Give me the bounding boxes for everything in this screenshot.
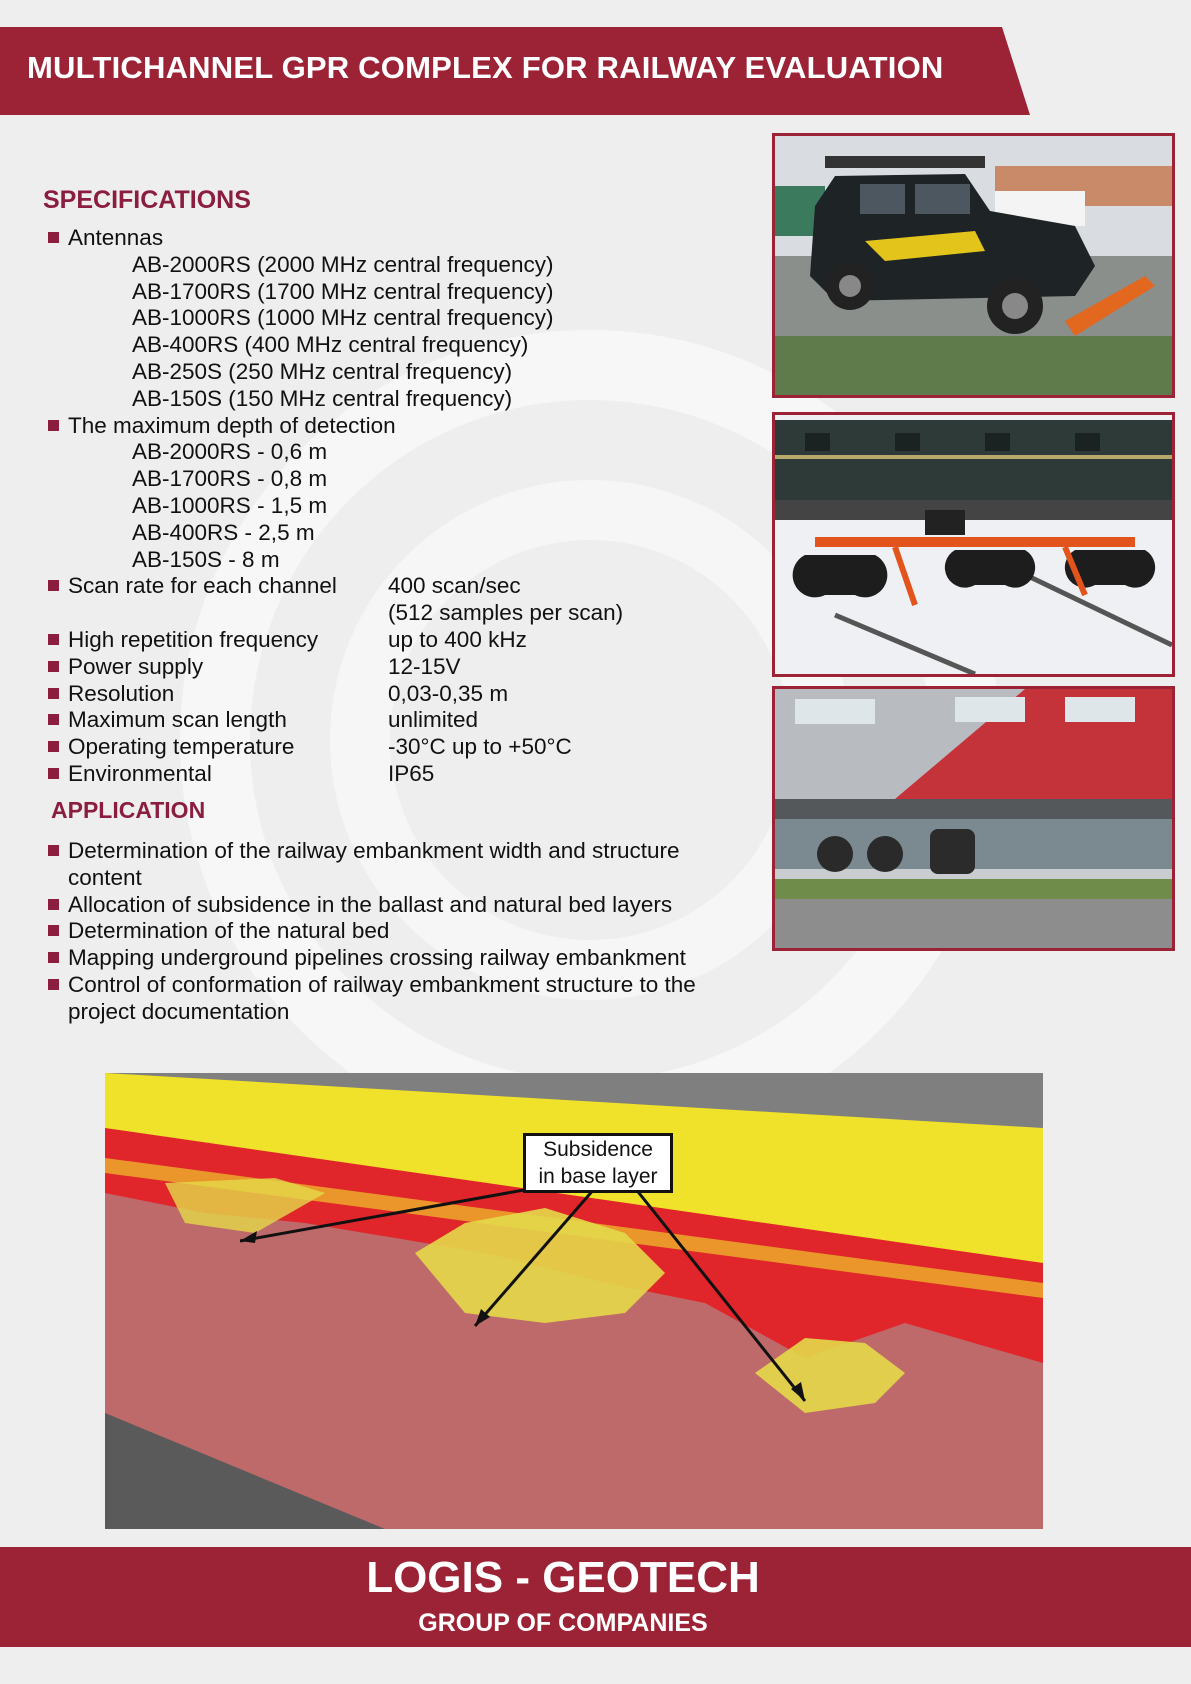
bullet-icon [48,952,59,963]
bullet-icon [48,979,59,990]
spec-label: Antennas [68,225,164,250]
spec-scan-rate [48,573,728,600]
spec-value: (512 samples per scan) [388,600,624,626]
spec-temperature [48,734,728,761]
company-subtitle: GROUP OF COMPANIES [418,1609,708,1637]
application-item [48,838,748,892]
depth-item: AB-400RS - 2,5 m [132,519,315,545]
spec-value: up to 400 kHz [388,626,527,652]
depth-item: AB-150S - 8 m [132,546,280,572]
depth-item: AB-2000RS - 0,6 m [132,439,328,465]
antenna-item: AB-1000RS (1000 MHz central frequency) [132,305,554,331]
application-heading: APPLICATION [51,797,206,823]
application-text: Determination of the railway embankment width and structure content [68,838,680,890]
application-item [48,972,748,1026]
application-item [48,945,748,972]
spec-power [48,654,728,681]
bullet-icon [48,232,59,243]
spec-resolution [48,681,728,708]
application-text: Allocation of subsidence in the ballast and natural bed layers [68,891,673,917]
spec-environmental [48,761,728,788]
spec-repetition [48,627,728,654]
spec-value: IP65 [388,760,435,786]
spec-label: Environmental [68,760,212,786]
antenna-item: AB-2000RS (2000 MHz central frequency) [132,251,554,277]
spec-label: Maximum scan length [68,707,287,733]
bullet-icon [48,741,59,752]
application-item [48,918,748,945]
depth-item: AB-1000RS - 1,5 m [132,492,328,518]
spec-label: Scan rate for each channel [68,573,337,599]
subsidence-callout [523,1133,673,1193]
antenna-item: AB-1700RS (1700 MHz central frequency) [132,278,554,304]
spec-label: Power supply [68,653,204,679]
spec-value: 0,03-0,35 m [388,680,509,706]
application-item [48,892,748,919]
bullet-icon [48,768,59,779]
cart-illustration [775,415,1172,674]
depth-item: AB-1700RS - 0,8 m [132,466,328,492]
spec-antennas [48,225,728,252]
callout-line: Subsidence [543,1138,653,1161]
bullet-icon [48,845,59,856]
bullet-icon [48,661,59,672]
bullet-icon [48,899,59,910]
spec-label: Resolution [68,680,175,706]
bullet-icon [48,714,59,725]
spec-label: High repetition frequency [68,626,319,652]
callout-line: in base layer [538,1165,658,1188]
photo-gpr-cart [772,412,1175,677]
antenna-item: AB-400RS (400 MHz central frequency) [132,332,529,358]
page-title: MULTICHANNEL GPR COMPLEX FOR RAILWAY EVALUATION [27,50,944,85]
vehicle-illustration [775,136,1172,395]
spec-depth [48,413,728,440]
spec-value: 400 scan/sec [388,573,521,599]
bullet-icon [48,925,59,936]
specifications-heading: SPECIFICATIONS [43,186,251,214]
application-text: Mapping underground pipelines crossing railway embankment [68,945,686,971]
application-list [48,838,748,1026]
photo-train-antenna [772,686,1175,951]
bullet-icon [48,580,59,591]
spec-scan-length [48,707,728,734]
specifications-list [48,225,728,788]
train-illustration [775,689,1172,948]
bullet-icon [48,634,59,645]
photo-gpr-vehicle [772,133,1175,398]
spec-value: 12-15V [388,653,461,679]
application-text: Determination of the natural bed [68,918,390,944]
application-text: Control of conformation of railway embankment structure to the project documentation [68,971,696,1024]
antenna-item: AB-250S (250 MHz central frequency) [132,358,513,384]
bullet-icon [48,420,59,431]
spec-value: -30°C up to +50°C [388,734,572,760]
spec-value: unlimited [388,707,479,733]
company-name: LOGIS - GEOTECH [366,1553,760,1602]
bullet-icon [48,688,59,699]
antenna-item: AB-150S (150 MHz central frequency) [132,385,513,411]
spec-label: Operating temperature [68,734,295,760]
spec-label: The maximum depth of detection [68,412,396,438]
